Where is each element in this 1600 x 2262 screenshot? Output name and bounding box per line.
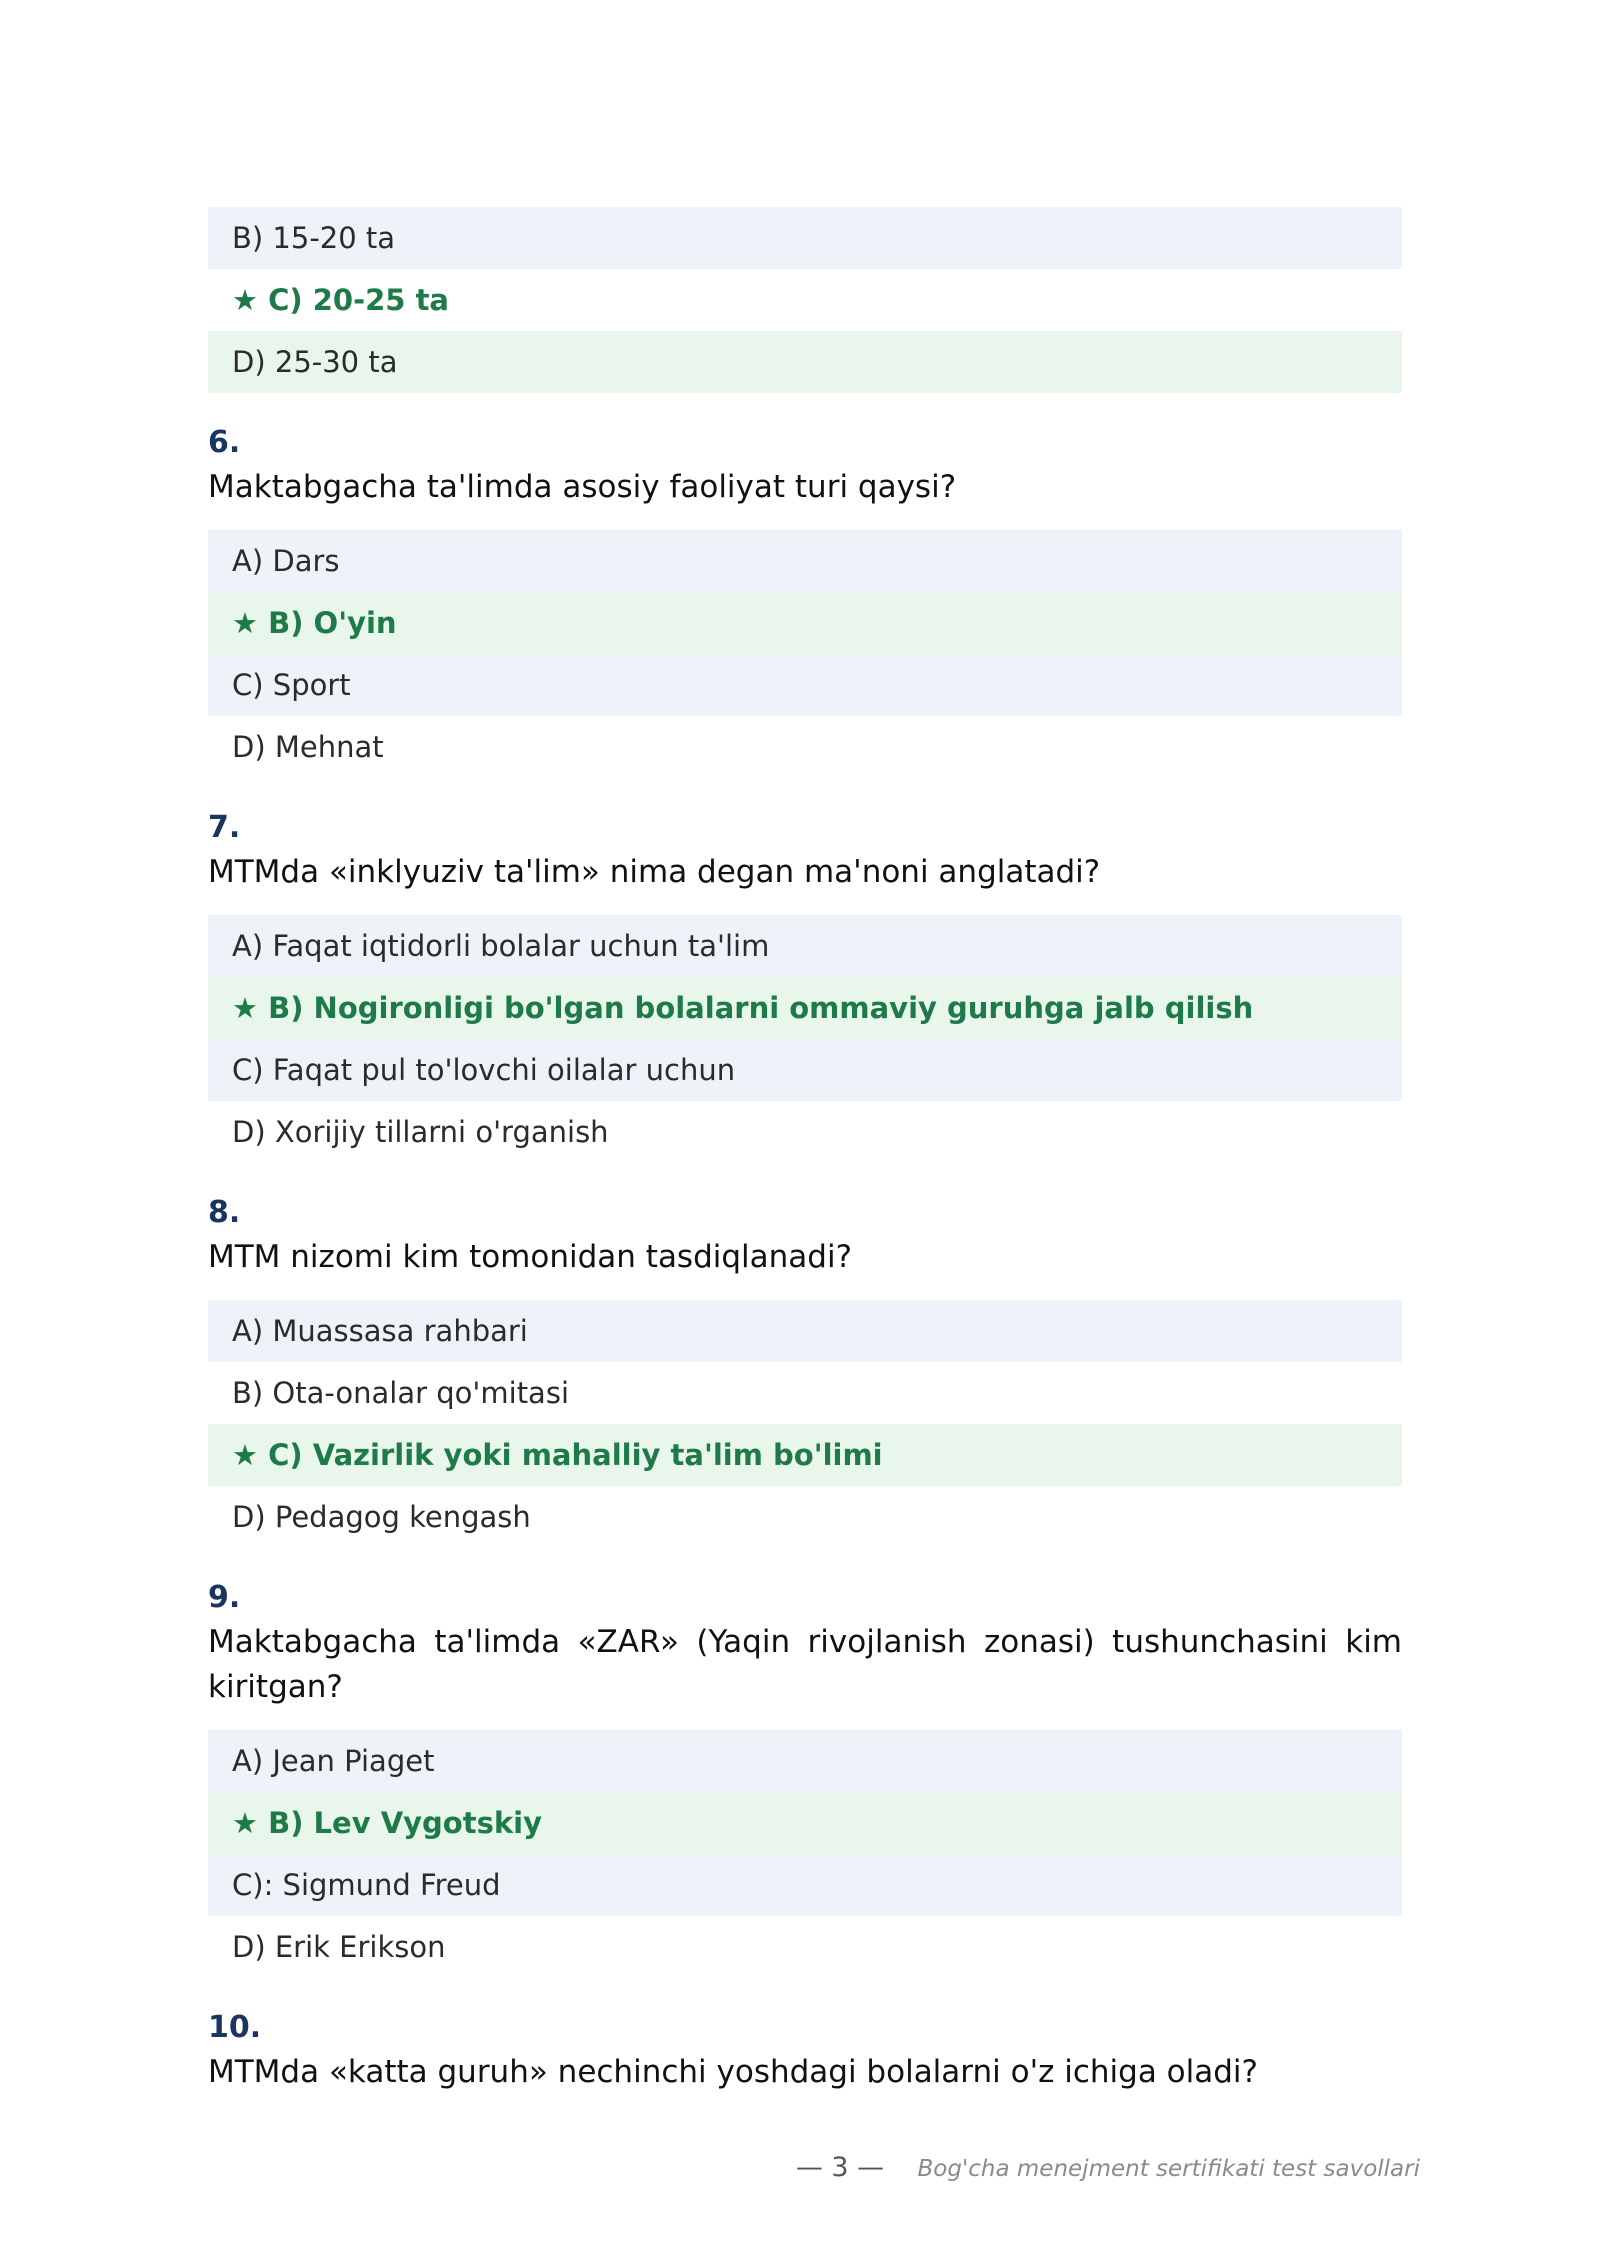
option-a[interactable]: A) Muassasa rahbari [208,1300,1402,1362]
question-6 [208,421,1402,778]
question-number: 9. [208,1580,241,1615]
question-text: Maktabgacha ta'limda «ZAR» (Yaqin rivojlanish zonasi) tushunchasini kim kiritgan? [208,1624,1402,1705]
option-5c-correct[interactable]: ★ C) 20-25 ta [232,283,450,317]
option-b[interactable]: B) Ota-onalar qo'mitasi [232,1376,569,1410]
option-c[interactable]: C) Faqat pul to'lovchi oilalar uchun [208,1039,1402,1101]
document-body [208,0,1402,2115]
option-d[interactable]: D) Mehnat [232,730,384,764]
question-8 [208,1191,1402,1548]
option-a[interactable]: A) Dars [208,530,1402,592]
question-text: MTMda «inklyuziv ta'lim» nima degan ma'noni anglatadi? [208,854,1101,890]
option-b-correct[interactable]: ★ B) Nogironligi bo'lgan bolalarni ommaviy guruhga jalb qilish [208,977,1402,1039]
option-c[interactable]: C): Sigmund Freud [208,1854,1402,1916]
question-text: Maktabgacha ta'limda asosiy faoliyat turi qaysi? [208,469,957,505]
option-c[interactable]: C) Sport [208,654,1402,716]
question-number: 8. [208,1195,241,1230]
option-b-correct[interactable]: ★ B) Lev Vygotskiy [208,1792,1402,1854]
question-7 [208,806,1402,1163]
question-number: 10. [208,2010,262,2045]
option-b-correct[interactable]: ★ B) O'yin [208,592,1402,654]
question-number: 7. [208,810,241,845]
option-d[interactable]: D) Erik Erikson [232,1930,446,1964]
option-d[interactable]: D) Xorijiy tillarni o'rganish [232,1115,609,1149]
question-text: MTMda «katta guruh» nechinchi yoshdagi bolalarni o'z ichiga oladi? [208,2054,1258,2090]
page-number: — 3 — [795,2152,885,2183]
footer-title: Bog'cha menejment sertifikati test savollari [917,2156,1420,2182]
question-text: MTM nizomi kim tomonidan tasdiqlanadi? [208,1239,853,1275]
option-a[interactable]: A) Jean Piaget [208,1730,1402,1792]
carry-over-options [208,207,1402,393]
question-number: 6. [208,425,241,460]
option-d[interactable]: D) Pedagog kengash [232,1500,531,1534]
option-5b[interactable]: B) 15-20 ta [208,207,1402,269]
question-9 [208,1576,1402,1978]
question-10 [208,2006,1402,2095]
option-5d[interactable]: D) 25-30 ta [208,331,1402,393]
option-c-correct[interactable]: ★ C) Vazirlik yoki mahalliy ta'lim bo'limi [208,1424,1402,1486]
option-a[interactable]: A) Faqat iqtidorli bolalar uchun ta'lim [208,915,1402,977]
